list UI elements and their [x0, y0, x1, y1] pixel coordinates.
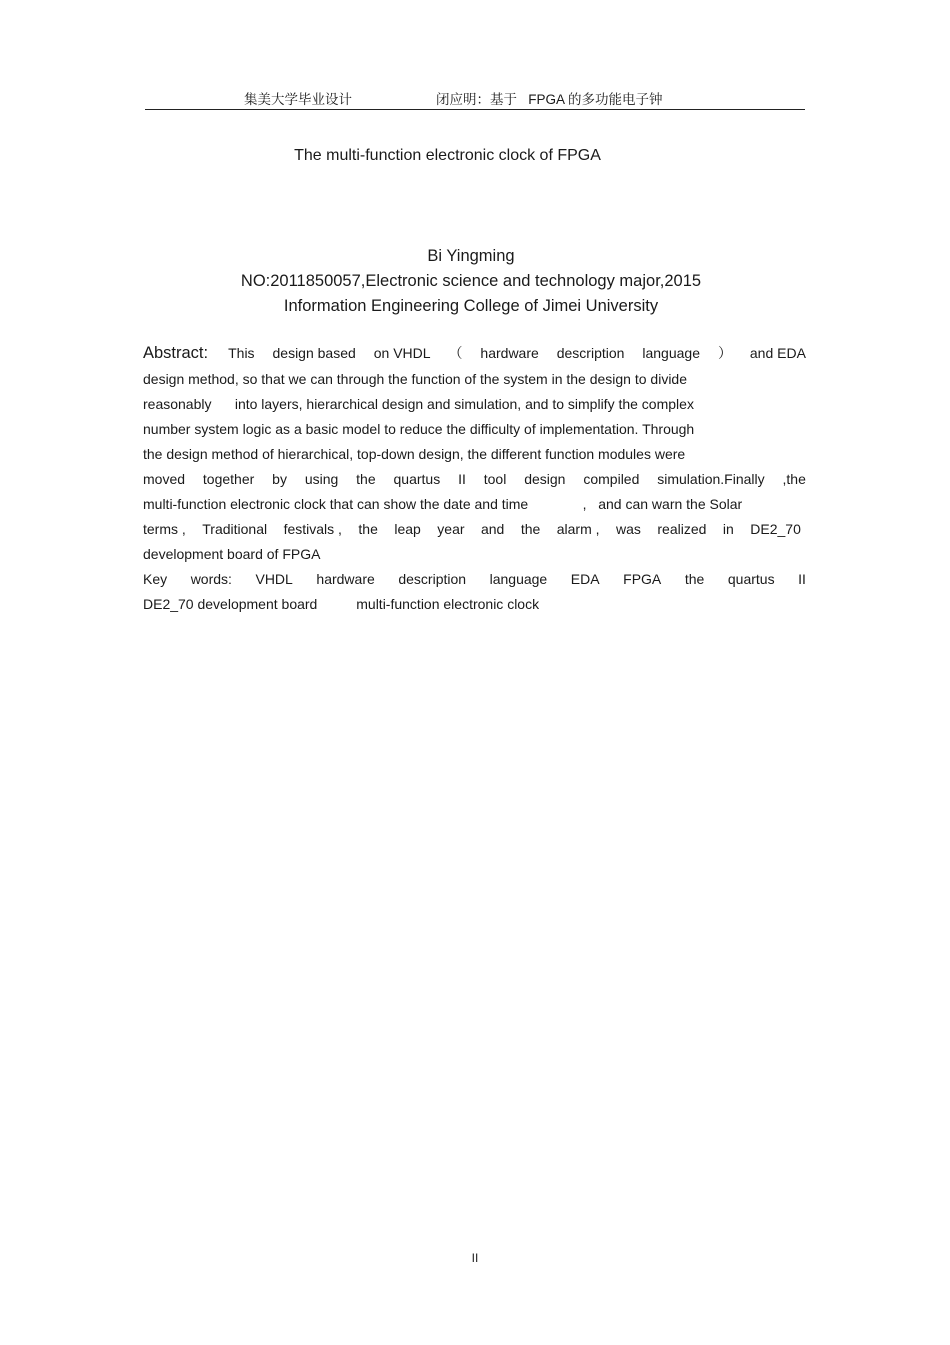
word: This	[228, 345, 255, 361]
word: the	[358, 521, 378, 537]
author-block	[0, 244, 942, 319]
word: EDA	[570, 571, 600, 587]
word: and EDA	[749, 345, 806, 361]
word: design	[524, 471, 566, 487]
word: moved	[143, 471, 186, 487]
word: together	[202, 471, 255, 487]
word: words:	[190, 571, 232, 587]
word: leap	[394, 521, 421, 537]
word: description	[398, 571, 467, 587]
word: II	[458, 471, 466, 487]
word: was	[616, 521, 641, 537]
author-name: Bi Yingming	[427, 247, 515, 265]
header-author-title: 闭应明：基于 FPGA 的多功能电子钟	[436, 92, 663, 107]
word: design based	[272, 345, 356, 361]
word: alarm ,	[556, 521, 600, 537]
word: simulation.Finally	[657, 471, 765, 487]
word: the	[684, 571, 705, 587]
abstract-line-6	[143, 469, 806, 489]
word: the	[356, 471, 376, 487]
word: the	[520, 521, 541, 537]
abstract-line-9: development board of FPGA	[143, 546, 321, 562]
word: ）	[717, 345, 732, 361]
word: （	[448, 345, 463, 361]
word: compiled	[583, 471, 640, 487]
abstract-line-3: reasonably into layers, hierarchical design and simulation, and to simplify the complex	[143, 396, 694, 412]
word: Traditional	[202, 521, 268, 537]
word: year	[437, 521, 465, 537]
abstract-line-7: multi-function electronic clock that can show the date and time , and can warn the Solar	[143, 496, 743, 512]
word: DE2_70	[750, 521, 801, 537]
word: realized	[657, 521, 707, 537]
abstract-line-4: number system logic as a basic model to reduce the difficulty of implementation. Through	[143, 421, 695, 437]
abstract-line-8	[143, 519, 801, 539]
word: quartus	[727, 571, 775, 587]
header-thesis-label: 集美大学毕业设计	[244, 92, 352, 107]
running-header	[145, 92, 805, 110]
abstract-line-5: the design method of hierarchical, top-down design, the different function modules were	[143, 446, 686, 462]
author-number: NO:2011850057,Electronic science and technology major,2015	[240, 272, 702, 290]
abstract-line-1	[143, 343, 806, 363]
abstract-line-2: design method, so that we can through the function of the system in the design to divide	[143, 371, 688, 387]
word: hardware	[316, 571, 375, 587]
abstract-label: Abstract:	[143, 344, 209, 362]
word: FPGA	[623, 571, 662, 587]
word: using	[304, 471, 339, 487]
word: festivals ,	[283, 521, 342, 537]
abstract-line-1-words	[228, 343, 806, 363]
word: tool	[483, 471, 507, 487]
word: hardware	[480, 345, 539, 361]
word: terms ,	[143, 521, 186, 537]
word: language	[642, 345, 700, 361]
word: II	[798, 571, 806, 587]
word: ,the	[782, 471, 806, 487]
word: VHDL	[255, 571, 293, 587]
word: and	[480, 521, 505, 537]
word: in	[722, 521, 734, 537]
word: language	[489, 571, 548, 587]
word: on VHDL	[373, 345, 431, 361]
word: quartus	[393, 471, 441, 487]
word: by	[272, 471, 287, 487]
paper-title: The multi-function electronic clock of FPGA	[294, 147, 601, 164]
author-college: Information Engineering College of Jimei University	[283, 297, 659, 315]
word: Key	[143, 571, 168, 587]
word: description	[556, 345, 625, 361]
keywords-line-2: DE2_70 development board multi-function electronic clock	[143, 596, 540, 612]
keywords-line-1	[143, 569, 806, 589]
page-number: II	[471, 1251, 479, 1265]
